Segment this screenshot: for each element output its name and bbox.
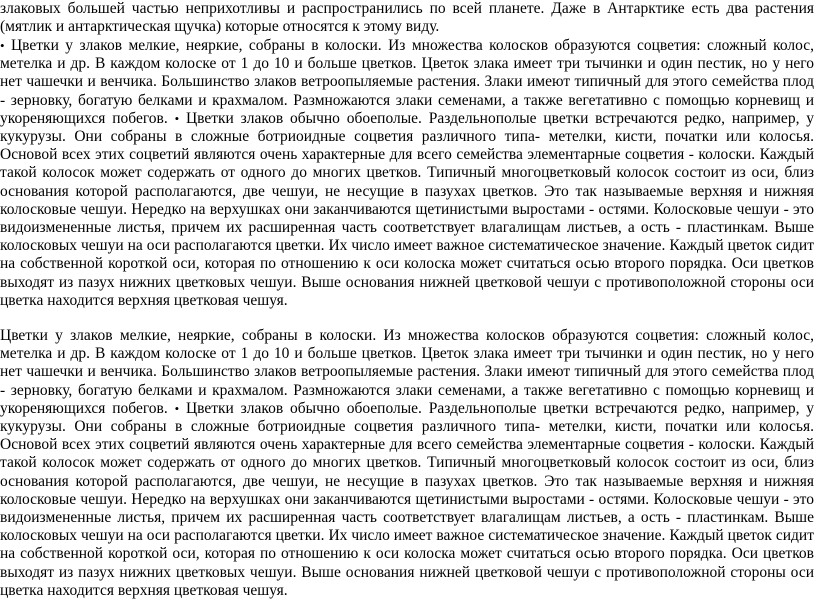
bullet-icon: • [174, 110, 180, 126]
bullet-icon: • [174, 400, 180, 416]
bullet-icon: • [0, 38, 5, 53]
main-paragraph [0, 37, 814, 310]
section-b-text: Цветки злаков обычно обоеполые. Раздельнополые цветки встречаются редко, например, у кукурузы. Они собраны в сложные ботриоидные соцветия различного типа- метелки, кисти, початки или колосья. Основой всех этих соцветий являются очень характерные для всего семейства элементарные соцветия - колоски. Каждый такой колосок может содержать от одного до многих цветков. Типичный многоцветковый колосок состоит из оси, близ основания которой располагаются, две чешуи, не несущие в пазухах цветков. Это так называемые верхняя и нижняя колосковые чешуи. Нередко на верхушках они заканчиваются щетинистыми выростами - остями. Колосковые чешуи - это видоизмененные листья, причем их расширенная часть соответствует влагалищам листьев, а ость - пластинкам. Выше колосковых чешуи на оси располагаются цветки. Их число имеет важное систематическое значение. Каждый цветок сидит на собственной короткой оси, которая по отношению к оси колоска может считаться осью второго порядка. Оси цветков выходят из пазух нижних цветковых чешуи. Выше основания нижней цветковой чешуи с противоположной стороны оси цветка находится верхняя цветковая чешуя. [0, 399, 814, 599]
section-b-text: Цветки злаков обычно обоеполые. Раздельнополые цветки встречаются редко, например, у кукурузы. Они собраны в сложные ботриоидные соцветия различного типа- метелки, кисти, початки или колосья. Основой всех этих соцветий являются очень характерные для всего семейства элементарные соцветия - колоски. Каждый такой колосок может содержать от одного до многих цветков. Типичный многоцветковый колосок состоит из оси, близ основания которой располагаются, две чешуи, не несущие в пазухах цветков. Это так называемые верхняя и нижняя колосковые чешуи. Нередко на верхушках они заканчиваются щетинистыми выростами - остями. Колосковые чешуи - это видоизмененные листья, причем их расширенная часть соответствует влагалищам листьев, а ость - пластинкам. Выше колосковых чешуи на оси располагаются цветки. Их число имеет важное систематическое значение. Каждый цветок сидит на собственной короткой оси, которая по отношению к оси колоска может считаться осью второго порядка. Оси цветков выходят из пазух нижних цветковых чешуи. Выше основания нижней цветковой чешуи с противоположной стороны оси цветка находится верхняя цветковая чешуя. [0, 109, 814, 309]
section-a-text: Цветки у злаков мелкие, неяркие, собраны в колоски. Из множества колосков образуются соцветия: сложный колос, метелка и др. В каждом колоске от 1 до 10 и больше цветков. Цветок злака имеет три тычинки и один пестик, но у него нет чашечки и венчика. Большинство злаков ветроопыляемые растения. Злаки имеют типичный для этого семейства плод - зерновку, богатую белками и крахмалом. Размножаются злаки семенами, а также вегетативно с помощью корневищ и укореняющихся побегов. [0, 37, 814, 127]
intro-paragraph: злаковых большей частью неприхотливы и распространились по всей планете. Даже в Антарктике есть два растения (мятлик и антарктическая щучка) которые относятся к этому виду. [0, 0, 814, 36]
repeated-paragraph [0, 327, 814, 600]
section-a-text: Цветки у злаков мелкие, неяркие, собраны в колоски. Из множества колосков образуются соцветия: сложный колос, метелка и др. В каждом колоске от 1 до 10 и больше цветков. Цветок злака имеет три тычинки и один пестик, но у него нет чашечки и венчика. Большинство злаков ветроопыляемые растения. Злаки имеют типичный для этого семейства плод - зерновку, богатую белками и крахмалом. Размножаются злаки семенами, а также вегетативно с помощью корневищ и укореняющихся побегов. [0, 327, 814, 417]
